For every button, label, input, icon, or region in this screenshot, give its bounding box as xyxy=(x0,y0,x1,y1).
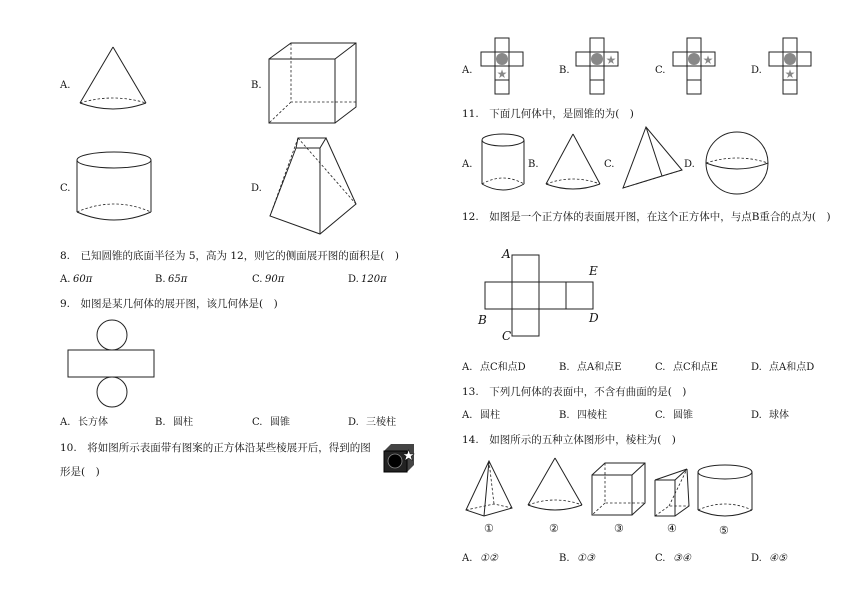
svg-text:★: ★ xyxy=(496,67,508,81)
q13-option-a-label: A. xyxy=(462,410,473,421)
option-b-label: B. xyxy=(251,80,262,91)
q12-option-a-label: A. xyxy=(462,362,473,373)
q14-pyramid-figure xyxy=(464,460,514,518)
q14-option-a-label: A. xyxy=(462,553,473,564)
q13-option-d-label: D. xyxy=(751,410,762,421)
q14-triangular-prism-figure xyxy=(653,468,693,518)
q14-text: 14. 如图所示的五种立体图形中，棱柱为( ) xyxy=(462,434,676,446)
q14-figure-5-label: ⑤ xyxy=(719,524,729,537)
point-e-label: E xyxy=(589,264,598,278)
svg-text:★: ★ xyxy=(702,53,714,67)
q9-text: 9. 如图是某几何体的展开图，该几何体是( ) xyxy=(60,298,278,310)
q11-text: 11. 下面几何体中，是圆锥的为( ) xyxy=(462,108,634,120)
q13-option-a-value: 圆柱 xyxy=(480,410,500,421)
q8-option-c-label: C. xyxy=(252,274,263,285)
q12-option-c-label: C. xyxy=(655,362,666,373)
q14-cone-figure xyxy=(526,457,584,517)
q8-option-b-label: B. xyxy=(155,274,166,285)
cylinder-net-figure xyxy=(66,318,156,410)
q14-cylinder-figure xyxy=(696,464,756,520)
q8-option-d-value: 120π xyxy=(361,274,387,285)
q14-option-d-label: D. xyxy=(751,553,762,564)
option-d-label: D. xyxy=(251,183,262,194)
q14-option-a-value: ①② xyxy=(480,553,498,564)
q12-option-d-label: D. xyxy=(751,362,762,373)
q14-figure-4-label: ④ xyxy=(667,522,677,535)
q12-text: 12. 如图是一个正方体的表面展开图，在这个正方体中，与点B重合的点为( ) xyxy=(462,211,831,223)
q9-option-d-label: D. xyxy=(348,417,359,428)
q10-net-d xyxy=(769,37,817,97)
q11-cone-figure xyxy=(543,132,603,192)
q13-option-c-label: C. xyxy=(655,410,666,421)
q14-figure-1-label: ① xyxy=(484,522,494,535)
q8-option-a-value: 60π xyxy=(73,274,93,285)
q12-option-b-value: 点A和点E xyxy=(577,362,622,373)
point-a-label: A xyxy=(502,247,511,261)
option-c-label: C. xyxy=(60,183,71,194)
cube-net-figure xyxy=(478,246,608,346)
q14-option-b-label: B. xyxy=(559,553,570,564)
q8-option-a-label: A. xyxy=(60,274,71,285)
cube-figure xyxy=(268,42,358,124)
q10-option-c-label: C. xyxy=(655,65,666,76)
q12-option-d-value: 点A和点D xyxy=(769,362,815,373)
q9-option-c-label: C. xyxy=(252,417,263,428)
q12-option-a-value: 点C和点D xyxy=(480,362,526,373)
q10-option-d-label: D. xyxy=(751,65,762,76)
q9-option-a-label: A. xyxy=(60,417,71,428)
q8-option-c-value: 90π xyxy=(265,274,285,285)
q11-option-b-label: B. xyxy=(528,159,539,170)
q10-option-b-label: B. xyxy=(559,65,570,76)
q13-option-b-value: 四棱柱 xyxy=(577,410,607,421)
frustum-figure xyxy=(268,136,358,236)
q9-option-c-value: 圆锥 xyxy=(270,417,290,428)
cylinder-figure xyxy=(75,150,153,222)
q10-text-line2: 形是( ) xyxy=(60,466,100,478)
q12-option-b-label: B. xyxy=(559,362,570,373)
q13-option-d-value: 球体 xyxy=(769,410,789,421)
q14-figure-3-label: ③ xyxy=(614,522,624,535)
q10-option-a-label: A. xyxy=(462,65,473,76)
q10-net-c xyxy=(673,37,721,97)
q11-option-c-label: C. xyxy=(604,159,615,170)
cone-figure xyxy=(78,45,148,110)
q13-text: 13. 下列几何体的表面中，不含有曲面的是( ) xyxy=(462,386,687,398)
patterned-cube-figure xyxy=(383,443,415,473)
q13-option-c-value: 圆锥 xyxy=(673,410,693,421)
point-b-label: B xyxy=(478,313,487,327)
q13-option-b-label: B. xyxy=(559,410,570,421)
q8-option-b-value: 65π xyxy=(168,274,188,285)
point-c-label: C xyxy=(502,329,512,343)
q11-sphere-figure xyxy=(702,131,772,195)
q11-cylinder-figure xyxy=(480,132,526,192)
q14-option-c-label: C. xyxy=(655,553,666,564)
q14-option-c-value: ③④ xyxy=(673,553,691,564)
option-a-label: A. xyxy=(60,80,71,91)
q12-option-c-value: 点C和点E xyxy=(673,362,718,373)
q14-option-d-value: ④⑤ xyxy=(769,553,787,564)
q9-option-a-value: 长方体 xyxy=(78,417,108,428)
svg-text:★: ★ xyxy=(784,67,796,81)
q8-option-d-label: D. xyxy=(348,274,359,285)
svg-text:★: ★ xyxy=(605,53,617,67)
q14-option-b-value: ①③ xyxy=(577,553,595,564)
q10-text-line1: 10. 将如图所示表面带有图案的正方体沿某些棱展开后，得到的图 xyxy=(60,442,371,454)
q11-pyramid-figure xyxy=(620,126,684,192)
q10-net-a xyxy=(481,37,529,97)
q8-text: 8. 已知圆锥的底面半径为 5，高为 12，则它的侧面展开图的面积是( ) xyxy=(60,250,399,262)
q10-net-b xyxy=(576,37,624,97)
q9-option-b-value: 圆柱 xyxy=(173,417,193,428)
q9-option-b-label: B. xyxy=(155,417,166,428)
q11-option-d-label: D. xyxy=(684,159,695,170)
point-d-label: D xyxy=(589,311,599,325)
q14-cube-figure xyxy=(591,462,647,518)
q11-option-a-label: A. xyxy=(462,159,473,170)
q14-figure-2-label: ② xyxy=(549,522,559,535)
q9-option-d-value: 三棱柱 xyxy=(366,417,396,428)
